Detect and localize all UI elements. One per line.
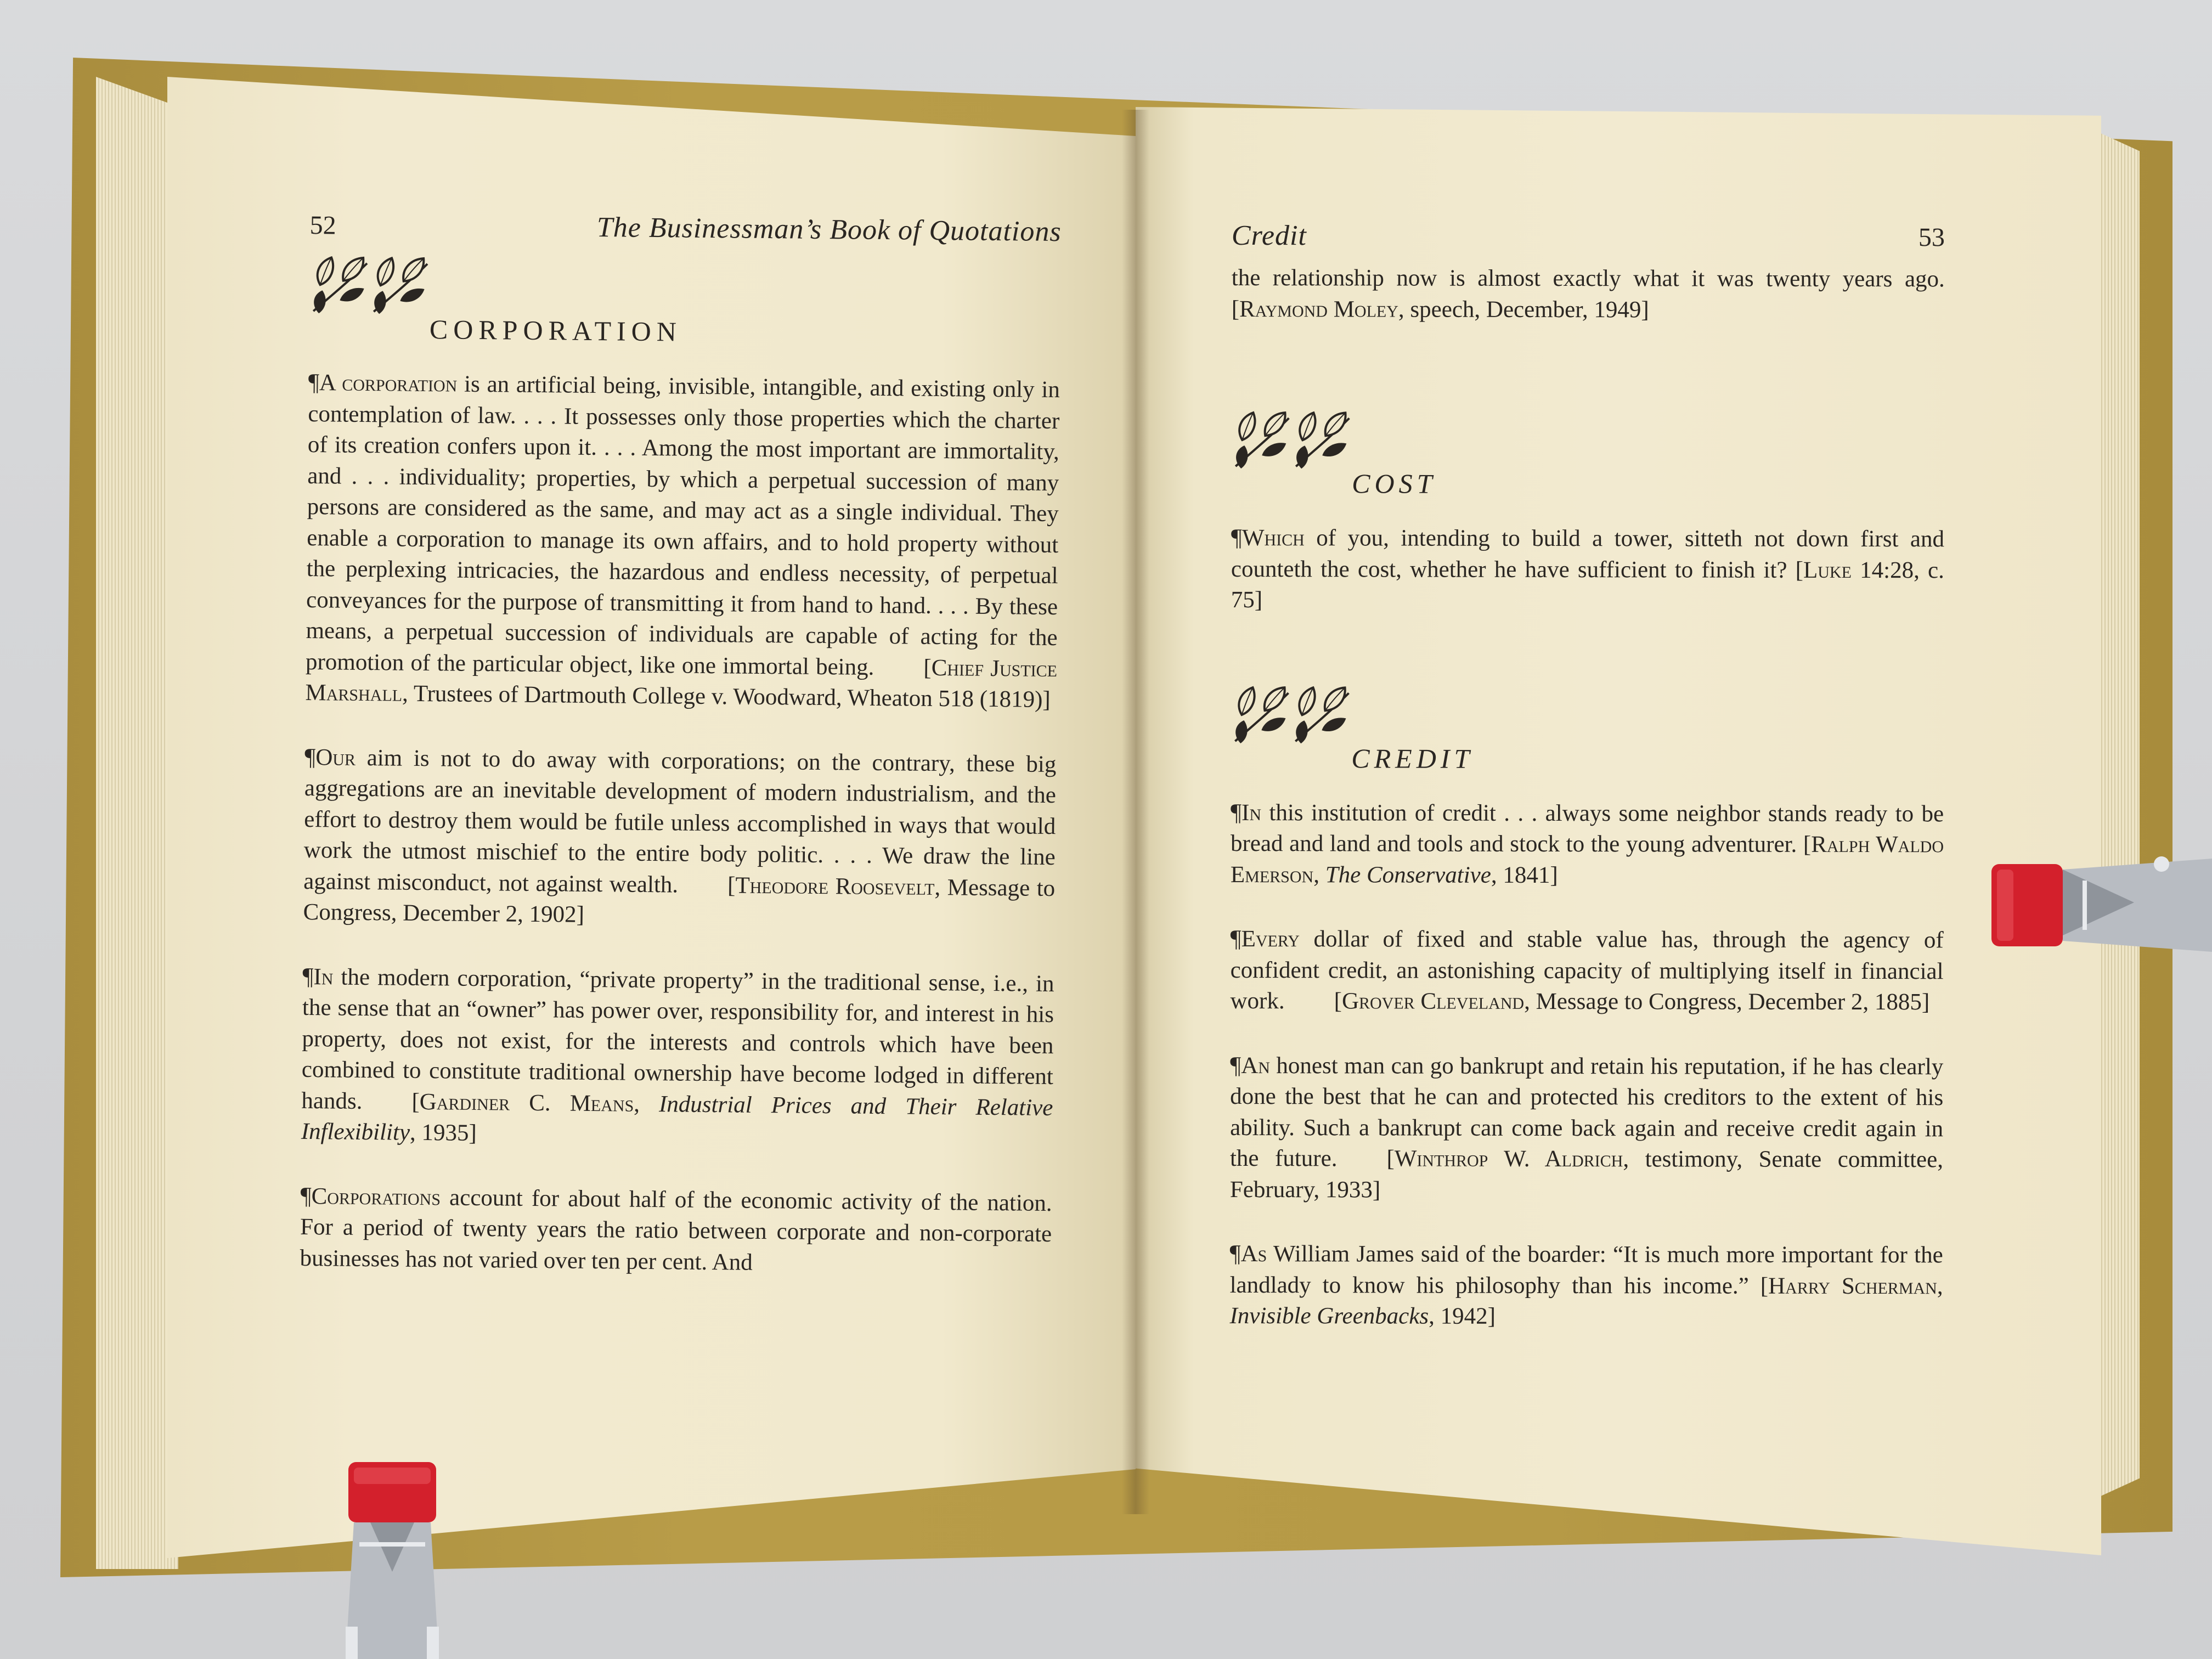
quote-lead: Corporations — [311, 1183, 441, 1210]
quote-source: [Gardiner C. Means, Industrial Prices and Their Relative Inflexibility, 1935] — [301, 1088, 1053, 1146]
quote — [1230, 923, 1943, 1018]
quote-text: account for about half of the economic activity of the nation. For a period of twenty years the ratio between corporate and non-corporate businesses has not varied over ten per cent. And — [300, 1184, 1052, 1276]
quote — [301, 961, 1054, 1154]
section-title: CORPORATION — [429, 314, 682, 347]
section-title: COST — [1352, 468, 1437, 499]
page-edges-left — [96, 77, 178, 1569]
section-heading-corporation — [308, 252, 1061, 374]
pilcrow-icon: ¶ — [302, 962, 314, 990]
book-gutter — [1122, 110, 1149, 1514]
quote-text: the modern corporation, “private property” in the traditional sense, i.e., in the sense that an “owner” has power over, responsibility for, and interest in his property, does not exist, for the interests and controls which have been combined to constitute traditional ownership have become lodged in different hands. — [301, 963, 1054, 1114]
quote-lead: Which — [1242, 525, 1305, 551]
section-title: CREDIT — [1351, 742, 1474, 774]
quote-lead: In — [1242, 799, 1262, 826]
quote-lead: An — [1241, 1052, 1271, 1079]
quote-lead: Our — [315, 744, 356, 771]
pilcrow-icon: ¶ — [1229, 1239, 1241, 1267]
pilcrow-icon: ¶ — [300, 1182, 312, 1209]
quote-lead: As — [1240, 1241, 1267, 1267]
page-number-right: 53 — [1918, 223, 1945, 252]
quote-source: [Harry Scherman, Invisible Greenbacks, 1942] — [1229, 1273, 1943, 1329]
quote-text: William James said of the boarder: “It is much more important for the landlady to know his philosophy than his income.” — [1229, 1241, 1943, 1299]
quote-text: the relationship now is almost exactly what it was twenty years ago. — [1231, 264, 1945, 292]
quote-text: of you, intending to build a tower, sitteth not down first and counteth the cost, whether he have sufficient to finish it? — [1231, 525, 1945, 583]
quote — [300, 1180, 1052, 1281]
quote-text: is an artificial being, invisible, intangible, and existing only in contemplation of law. . . . It possesses only those properties which the charter of its creation confers upon it. . . . Among the most important are immortality, and . . . individuality; properties, by which a perpetual succession of many persons are considered as the same, and may act as a single individual. They enable a corporation to manage its own affairs, and to hold property without the perplexing intricacies, the hazardous and endless necessity, of perpetual conveyances for the purpose of transmitting it from hand to hand. . . . By these means, a perpetual succession of individuals are capable of acting for the promotion of the particular object, like one immortal being. — [305, 371, 1060, 680]
right-page-text — [1229, 219, 1945, 1366]
binder-clip-bottom — [337, 1462, 447, 1659]
pilcrow-icon: ¶ — [304, 743, 316, 770]
pilcrow-icon: ¶ — [1231, 523, 1242, 551]
right-running-head — [1232, 219, 1945, 253]
quote — [1231, 522, 1944, 617]
pilcrow-icon: ¶ — [308, 368, 320, 396]
quote-source: [Chief Justice Marshall, Trustees of Dartmouth College v. Woodward, Wheaton 518 (1819)] — [305, 654, 1058, 713]
page-number-left: 52 — [309, 210, 336, 240]
left-running-head — [309, 208, 1062, 248]
pilcrow-icon: ¶ — [1230, 924, 1242, 952]
quote-source: [Raymond Moley, speech, December, 1949] — [1231, 296, 1649, 323]
quote-source: [Theodore Roosevelt, Message to Congress, December 2, 1902] — [303, 872, 1056, 928]
quote — [1229, 1238, 1943, 1333]
quote-source: [Winthrop W. Aldrich, testimony, Senate committee, February, 1933] — [1229, 1146, 1944, 1203]
laurel-branches-icon — [1231, 681, 1357, 747]
quote-lead: In — [313, 963, 334, 990]
pilcrow-icon: ¶ — [1231, 798, 1242, 826]
quote-source: [Ralph Waldo Emerson, The Conservative, 1841] — [1230, 831, 1944, 888]
running-title-left: The Businessman’s Book of Quotations — [596, 212, 1062, 248]
quote — [1231, 797, 1944, 891]
quote — [1230, 1049, 1943, 1206]
quote — [303, 741, 1056, 935]
running-title-right: Credit — [1231, 220, 1307, 252]
quote-text: aim is not to do away with corporations; on the contrary, these big aggregations are an inevitable development of modern industrialism, and the effort to destroy them would be futile unless accomplished in ways that would work the utmost mischief to the entire body politic. . . . We draw the line against misconduct, not against wealth. — [303, 744, 1057, 898]
pilcrow-icon: ¶ — [1230, 1051, 1242, 1079]
quote-source: [Luke 14:28, c. 75] — [1231, 557, 1944, 613]
binder-clip-right — [1991, 848, 2212, 957]
section-heading-credit — [1231, 681, 1944, 798]
laurel-branches-icon — [1231, 407, 1357, 473]
quote-text: honest man can go bankrupt and retain his reputation, if he has clearly done the best that he can and protected his creditors to the extent of his ability. Such a bankrupt can come back again and receive credit again in the future. — [1229, 1052, 1944, 1172]
quote-lead: Every — [1241, 926, 1300, 952]
quote-source: [Grover Cleveland, Message to Congress, December 2, 1885] — [1334, 988, 1930, 1015]
quote-text: this institution of credit . . . always some neighbor stands ready to be bread and land and tools and stock to the young adventurer. — [1230, 799, 1944, 857]
quote — [305, 367, 1060, 716]
quote-lead: A corporation — [319, 370, 458, 397]
section-heading-cost — [1231, 407, 1944, 523]
left-page-text — [300, 208, 1062, 1314]
quote-continuation — [1232, 263, 1945, 326]
quote-text: dollar of fixed and stable value has, through the agency of confident credit, an astonishing capacity of multiplying itself in financial work. — [1230, 926, 1944, 1014]
laurel-branches-icon — [309, 252, 436, 319]
